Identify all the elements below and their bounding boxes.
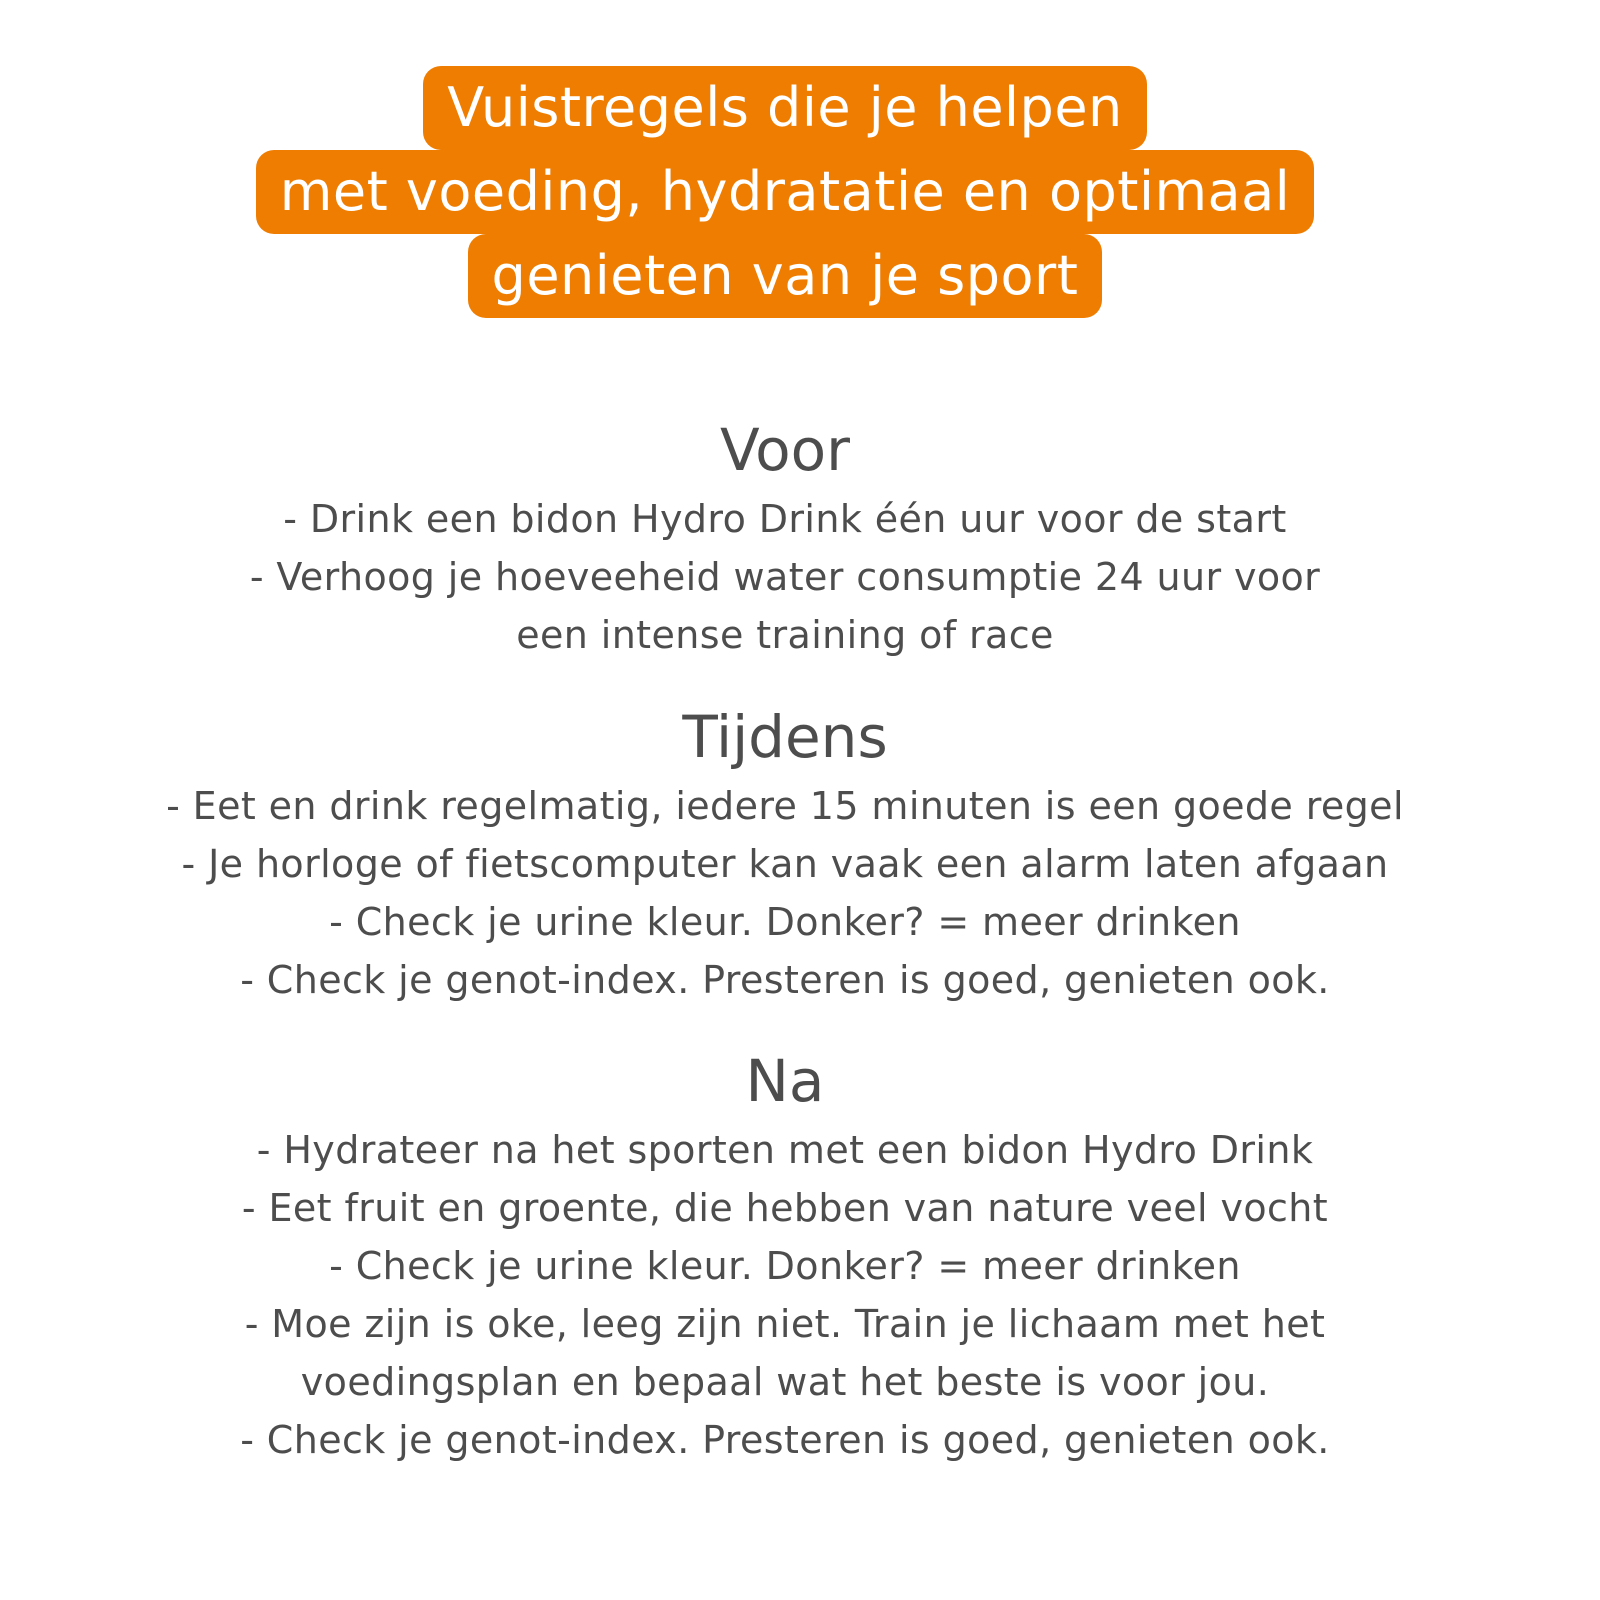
title-line-3: genieten van je sport: [468, 234, 1103, 318]
section-heading-voor: Voor: [720, 416, 850, 484]
title-line-1: Vuistregels die je helpen: [423, 66, 1147, 150]
section-voor-line-3: een intense training of race: [516, 613, 1054, 657]
section-tijdens-line-2: - Je horloge of fietscomputer kan vaak een alarm laten afgaan: [181, 842, 1389, 886]
section-voor-line-1: - Drink een bidon Hydro Drink één uur voor de start: [283, 497, 1287, 541]
section-tijdens-line-3: - Check je urine kleur. Donker? = meer drinken: [329, 900, 1241, 944]
section-na-line-6: - Check je genot-index. Presteren is goed, genieten ook.: [240, 1418, 1330, 1462]
section-na-line-3: - Check je urine kleur. Donker? = meer drinken: [329, 1244, 1241, 1288]
section-heading-tijdens: Tijdens: [682, 703, 888, 771]
title-banner: [0, 66, 1570, 318]
section-voor-line-2: - Verhoog je hoeveeheid water consumptie 24 uur voor: [249, 555, 1321, 599]
section-heading-na: Na: [745, 1047, 825, 1115]
section-na-line-2: - Eet fruit en groente, die hebben van nature veel vocht: [241, 1186, 1329, 1230]
section-tijdens-line-4: - Check je genot-index. Presteren is goed, genieten ook.: [240, 958, 1330, 1002]
section-na-line-1: - Hydrateer na het sporten met een bidon Hydro Drink: [256, 1128, 1314, 1172]
section-na-line-4: - Moe zijn is oke, leeg zijn niet. Train je lichaam met het: [244, 1302, 1326, 1346]
title-line-2: met voeding, hydratatie en optimaal: [256, 150, 1314, 234]
section-tijdens-line-1: - Eet en drink regelmatig, iedere 15 minuten is een goede regel: [166, 784, 1404, 828]
section-na-line-5: voedingsplan en bepaal wat het beste is voor jou.: [300, 1360, 1270, 1404]
